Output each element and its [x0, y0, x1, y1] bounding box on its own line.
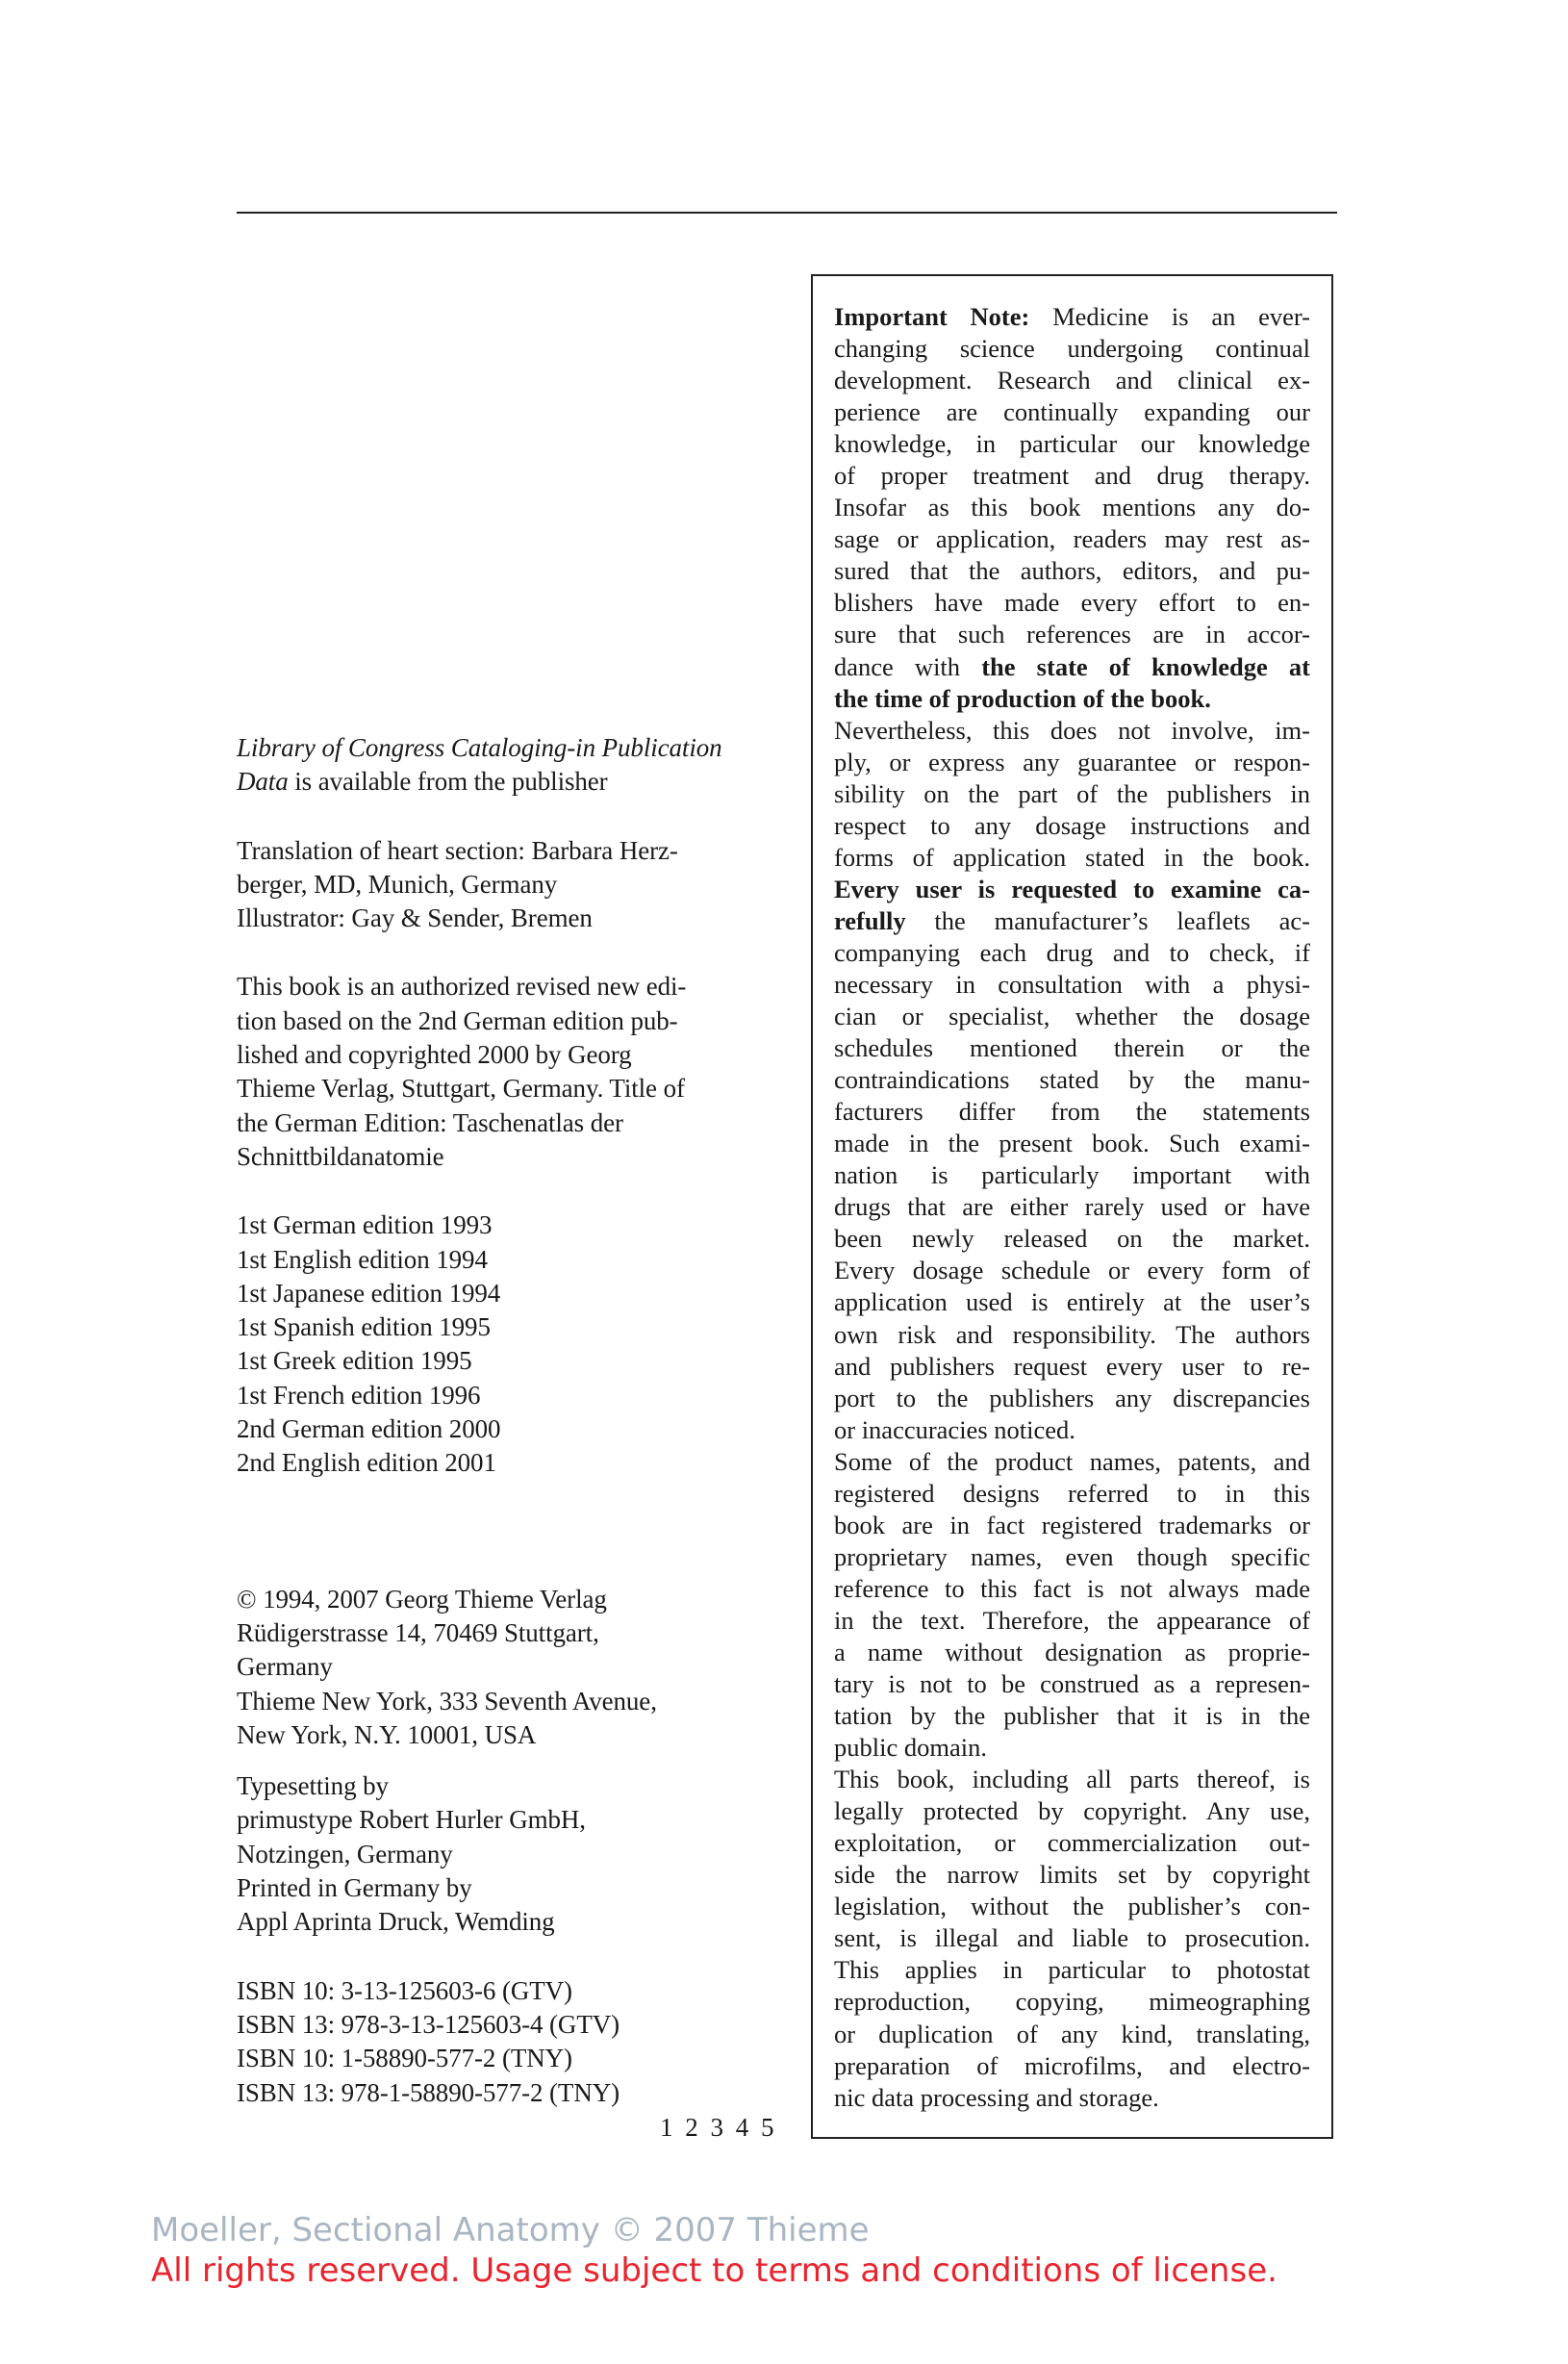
- edition-entry: 1st German edition 1993: [237, 1210, 493, 1240]
- isbn-entry: ISBN 10: 3-13-125603-6 (GTV): [237, 1975, 572, 2005]
- translation-credits: [237, 834, 775, 936]
- note-text-segment: side the narrow limits set by copyright: [834, 1860, 1310, 1890]
- note-line: [834, 842, 1310, 874]
- note-text-segment: and publishers request every user to re-: [834, 1351, 1310, 1381]
- note-line: [834, 1954, 1310, 1986]
- note-line: [834, 1128, 1310, 1159]
- note-text-segment: of proper treatment and drug therapy.: [834, 461, 1310, 491]
- cip-line: Library of Congress Cataloging-in Publication: [237, 733, 722, 762]
- note-text-segment: sage or application, readers may rest as-: [834, 524, 1310, 554]
- note-line: [834, 1478, 1310, 1510]
- note-text-segment: sibility on the part of the publishers in: [834, 778, 1310, 808]
- note-text-segment: perience are continually expanding our: [834, 397, 1310, 427]
- note-text-segment: forms of application stated in the book.: [834, 842, 1310, 872]
- note-text-segment: sure that such references are in accor-: [834, 620, 1310, 649]
- note-text-segment: cian or specialist, whether the dosage: [834, 1002, 1310, 1031]
- note-text-segment: blishers have made every effort to en-: [834, 588, 1310, 618]
- note-text-segment: drugs that are either rarely used or have: [834, 1192, 1310, 1222]
- isbn-list: [237, 1974, 775, 2110]
- note-line: [834, 333, 1310, 365]
- note-text-segment: nation is particularly important with: [834, 1160, 1310, 1190]
- note-line: [834, 1001, 1310, 1032]
- note-line: [834, 1159, 1310, 1191]
- note-line: [834, 1859, 1310, 1891]
- edition-note-line: Schnittbildanatomie: [237, 1141, 444, 1171]
- note-text-segment: Medicine is an ever-: [1029, 302, 1310, 331]
- note-emphasis: the time of production of the book.: [834, 683, 1211, 713]
- note-text-segment: preparation of microfilms, and electro-: [834, 2050, 1310, 2080]
- note-text-segment: or inaccuracies noticed.: [834, 1414, 1075, 1444]
- edition-entry: 1st Japanese edition 1994: [237, 1278, 501, 1308]
- production-line: Typesetting by: [237, 1771, 389, 1801]
- edition-note-line: tion based on the 2nd German edition pub-: [237, 1005, 678, 1035]
- note-text-segment: sured that the authors, editors, and pu-: [834, 556, 1310, 586]
- note-text-segment: schedules mentioned therein or the: [834, 1033, 1310, 1063]
- imprint-number: 1 2 3 4 5: [660, 2113, 777, 2142]
- note-line: [834, 1668, 1310, 1700]
- note-line: [834, 555, 1310, 587]
- note-line: [834, 1414, 1310, 1446]
- note-text-segment: changing science undergoing continual: [834, 334, 1310, 364]
- note-line: [834, 778, 1310, 810]
- note-line: [834, 1573, 1310, 1605]
- note-text-segment: Every dosage schedule or every form of: [834, 1256, 1310, 1285]
- note-line: [834, 1286, 1310, 1318]
- note-line: [834, 747, 1310, 778]
- note-text-segment: in the text. Therefore, the appearance of: [834, 1605, 1310, 1635]
- edition-entry: 1st English edition 1994: [237, 1244, 488, 1274]
- important-note-box: [811, 274, 1333, 2139]
- note-text-segment: Some of the product names, patents, and: [834, 1446, 1310, 1476]
- note-line: [834, 1319, 1310, 1351]
- production-line: Notzingen, Germany: [237, 1839, 453, 1868]
- copyright-column: [237, 731, 775, 2110]
- note-line: [834, 1255, 1310, 1286]
- note-text-segment: respect to any dosage instructions and: [834, 810, 1310, 840]
- note-line: [834, 1795, 1310, 1827]
- note-line: [834, 874, 1310, 905]
- note-text-segment: tation by the publisher that it is in the: [834, 1701, 1310, 1731]
- edition-history: [237, 1208, 775, 1480]
- isbn-entry: ISBN 10: 1-58890-577-2 (TNY): [237, 2044, 572, 2073]
- note-line: [834, 1700, 1310, 1732]
- note-line: [834, 1223, 1310, 1255]
- note-line: [834, 1764, 1310, 1795]
- note-text-segment: This book, including all parts thereof, is: [834, 1765, 1310, 1794]
- note-line: [834, 1605, 1310, 1637]
- note-text-segment: Insofar as this book mentions any do-: [834, 493, 1310, 522]
- note-line: [834, 651, 1310, 683]
- note-emphasis: refully: [834, 905, 906, 935]
- note-text-segment: companying each drug and to check, if: [834, 937, 1310, 967]
- note-text-segment: This applies in particular to photostat: [834, 1955, 1310, 1985]
- important-note-text: [834, 301, 1310, 2114]
- note-text-segment: ply, or express any guarantee or respon-: [834, 747, 1310, 776]
- note-line: [834, 1541, 1310, 1573]
- publisher-line: Rüdigerstrasse 14, 70469 Stuttgart,: [237, 1617, 599, 1647]
- edition-note: [237, 970, 775, 1174]
- note-line: [834, 1891, 1310, 1922]
- edition-entry: 2nd English edition 2001: [237, 1448, 496, 1478]
- cip-statement: [237, 731, 775, 800]
- note-text-segment: sent, is illegal and liable to prosecution.: [834, 1923, 1310, 1953]
- credit-line: berger, MD, Munich, Germany: [237, 869, 558, 899]
- note-text-segment: development. Research and clinical ex-: [834, 366, 1310, 395]
- edition-entry: 2nd German edition 2000: [237, 1414, 501, 1444]
- note-line: [834, 715, 1310, 747]
- publisher-address: [237, 1583, 775, 1752]
- note-text-segment: facturers differ from the statements: [834, 1097, 1310, 1127]
- note-line: [834, 1032, 1310, 1064]
- note-line: [834, 365, 1310, 396]
- note-text-segment: application used is entirely at the user’s: [834, 1287, 1310, 1317]
- note-line: [834, 810, 1310, 842]
- note-line: [834, 523, 1310, 555]
- note-text-segment: Nevertheless, this does not involve, im-: [834, 715, 1310, 745]
- cip-line: Data is available from the publisher: [237, 767, 608, 797]
- note-line: [834, 905, 1310, 937]
- note-line: [834, 428, 1310, 460]
- note-line: [834, 587, 1310, 619]
- note-text-segment: made in the present book. Such exami-: [834, 1129, 1310, 1158]
- isbn-entry: ISBN 13: 978-1-58890-577-2 (TNY): [237, 2077, 620, 2107]
- publisher-line: Thieme New York, 333 Seventh Avenue,: [237, 1686, 657, 1716]
- note-text-segment: port to the publishers any discrepancies: [834, 1383, 1310, 1412]
- note-line: [834, 1191, 1310, 1223]
- note-text-segment: the manufacturer’s leaflets ac-: [905, 905, 1310, 935]
- note-line: [834, 969, 1310, 1001]
- note-line: [834, 683, 1310, 715]
- note-line: [834, 2082, 1310, 2114]
- note-emphasis: Every user is requested to examine ca-: [834, 874, 1310, 903]
- footer-license: All rights reserved. Usage subject to terms and conditions of license.: [151, 2251, 1277, 2290]
- isbn-entry: ISBN 13: 978-3-13-125603-4 (GTV): [237, 2009, 620, 2039]
- note-text-segment: a name without designation as proprie-: [834, 1637, 1310, 1666]
- note-line: [834, 1383, 1310, 1414]
- note-text-segment: or duplication of any kind, translating,: [834, 2019, 1310, 2048]
- note-text-segment: contraindications stated by the manu-: [834, 1065, 1310, 1095]
- note-text-segment: reference to this fact is not always made: [834, 1573, 1310, 1603]
- note-text-segment: knowledge, in particular our knowledge: [834, 429, 1310, 459]
- note-line: [834, 1351, 1310, 1383]
- note-line: [834, 460, 1310, 492]
- edition-note-line: Thieme Verlag, Stuttgart, Germany. Title of: [237, 1074, 685, 1104]
- note-text-segment: necessary in consultation with a physi-: [834, 969, 1310, 999]
- note-text-segment: registered designs referred to in this: [834, 1478, 1310, 1508]
- edition-note-line: the German Edition: Taschenatlas der: [237, 1107, 623, 1137]
- note-text-segment: reproduction, copying, mimeographing: [834, 1987, 1310, 2017]
- note-line: [834, 1827, 1310, 1859]
- note-text-segment: public domain.: [834, 1733, 987, 1763]
- note-text-segment: exploitation, or commercialization out-: [834, 1828, 1310, 1858]
- publisher-line: Germany: [237, 1652, 333, 1682]
- production-line: Appl Aprinta Druck, Wemding: [237, 1907, 555, 1937]
- publisher-line: © 1994, 2007 Georg Thieme Verlag: [237, 1584, 607, 1614]
- note-text-segment: legally protected by copyright. Any use,: [834, 1796, 1310, 1826]
- production-line: primustype Robert Hurler GmbH,: [237, 1805, 586, 1835]
- note-text-segment: book are in fact registered trademarks or: [834, 1510, 1310, 1539]
- note-text-segment: proprietary names, even though specific: [834, 1541, 1310, 1571]
- note-text-segment: own risk and responsibility. The authors: [834, 1319, 1310, 1349]
- note-line: [834, 1922, 1310, 1954]
- edition-entry: 1st Spanish edition 1995: [237, 1312, 491, 1342]
- note-line: [834, 1637, 1310, 1668]
- production-line: Printed in Germany by: [237, 1873, 472, 1903]
- credit-line: Translation of heart section: Barbara Herz-: [237, 835, 678, 865]
- edition-entry: 1st Greek edition 1995: [237, 1346, 472, 1376]
- note-line: [834, 492, 1310, 523]
- note-line: [834, 1064, 1310, 1096]
- top-rule: [237, 212, 1337, 214]
- credit-line: Illustrator: Gay & Sender, Bremen: [237, 903, 593, 933]
- note-line: [834, 1096, 1310, 1128]
- publisher-line: New York, N.Y. 10001, USA: [237, 1719, 537, 1749]
- note-line: [834, 2050, 1310, 2082]
- production-credits: [237, 1769, 775, 1939]
- note-line: [834, 937, 1310, 969]
- note-text-segment: nic data processing and storage.: [834, 2082, 1159, 2112]
- note-line: [834, 1732, 1310, 1764]
- note-text-segment: been newly released on the market.: [834, 1224, 1310, 1254]
- note-line: [834, 2019, 1310, 2050]
- note-line: [834, 301, 1310, 333]
- note-line: [834, 396, 1310, 428]
- note-line: [834, 619, 1310, 650]
- note-emphasis: the state of knowledge at: [981, 651, 1310, 681]
- note-text-segment: tary is not to be construed as a represen-: [834, 1669, 1310, 1699]
- note-line: [834, 1510, 1310, 1541]
- note-emphasis: Important Note:: [834, 302, 1030, 331]
- note-text-segment: legislation, without the publisher’s con-: [834, 1892, 1310, 1921]
- edition-entry: 1st French edition 1996: [237, 1380, 481, 1410]
- note-text-segment: dance with: [834, 651, 982, 681]
- note-line: [834, 1986, 1310, 2018]
- edition-note-line: This book is an authorized revised new edi-: [237, 972, 687, 1002]
- edition-note-line: lished and copyrighted 2000 by Georg: [237, 1040, 632, 1070]
- note-line: [834, 1446, 1310, 1478]
- footer-credit: Moeller, Sectional Anatomy © 2007 Thieme: [151, 2211, 870, 2250]
